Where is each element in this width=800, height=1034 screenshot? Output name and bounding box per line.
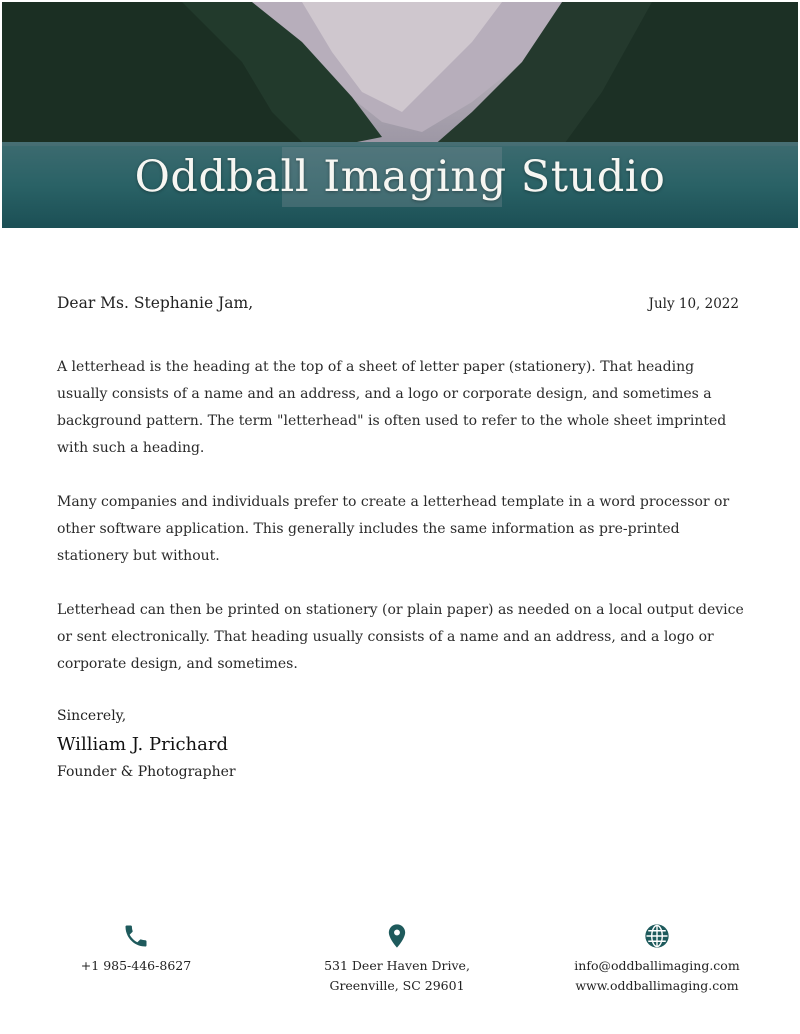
phone-icon <box>122 922 150 950</box>
studio-title: Oddball Imaging Studio <box>134 152 666 202</box>
footer-phone <box>66 922 206 976</box>
closing: Sincerely, <box>57 708 127 724</box>
phone-number[interactable]: +1 985-446-8627 <box>80 958 192 973</box>
footer-web <box>567 922 747 996</box>
body-paragraph: A letterhead is the heading at the top of a sheet of letter paper (stationery). That heading usually consists of a name and an address, and a logo or corporate design, and sometimes a background pattern. The term "letterhead" is often used to refer to the whole sheet imprinted with such a heading. <box>57 359 727 456</box>
website-link[interactable]: www.oddballimaging.com <box>575 978 739 993</box>
email-link[interactable]: info@oddballimaging.com <box>574 958 740 973</box>
address-line: Greenville, SC 29601 <box>329 978 465 993</box>
body-paragraph: Many companies and individuals prefer to create a letterhead template in a word processor or other software application. This generally includes the same information as pre-printed stationery but without. <box>57 494 730 564</box>
signer-role: Founder & Photographer <box>57 764 236 780</box>
header-banner <box>2 2 798 228</box>
address-line: 531 Deer Haven Drive, <box>324 958 470 973</box>
letter-date: July 10, 2022 <box>648 296 739 312</box>
letter-page <box>2 2 798 1032</box>
greeting: Dear Ms. Stephanie Jam, <box>57 294 254 312</box>
globe-icon <box>643 922 671 950</box>
signer-name: William J. Prichard <box>57 734 228 755</box>
body-paragraph: Letterhead can then be printed on stationery (or plain paper) as needed on a local output device or sent electronically. That heading usually consists of a name and an address, and a logo or corporate design, and sometimes. <box>57 602 744 672</box>
map-pin-icon <box>383 922 411 950</box>
footer-address <box>302 922 492 996</box>
